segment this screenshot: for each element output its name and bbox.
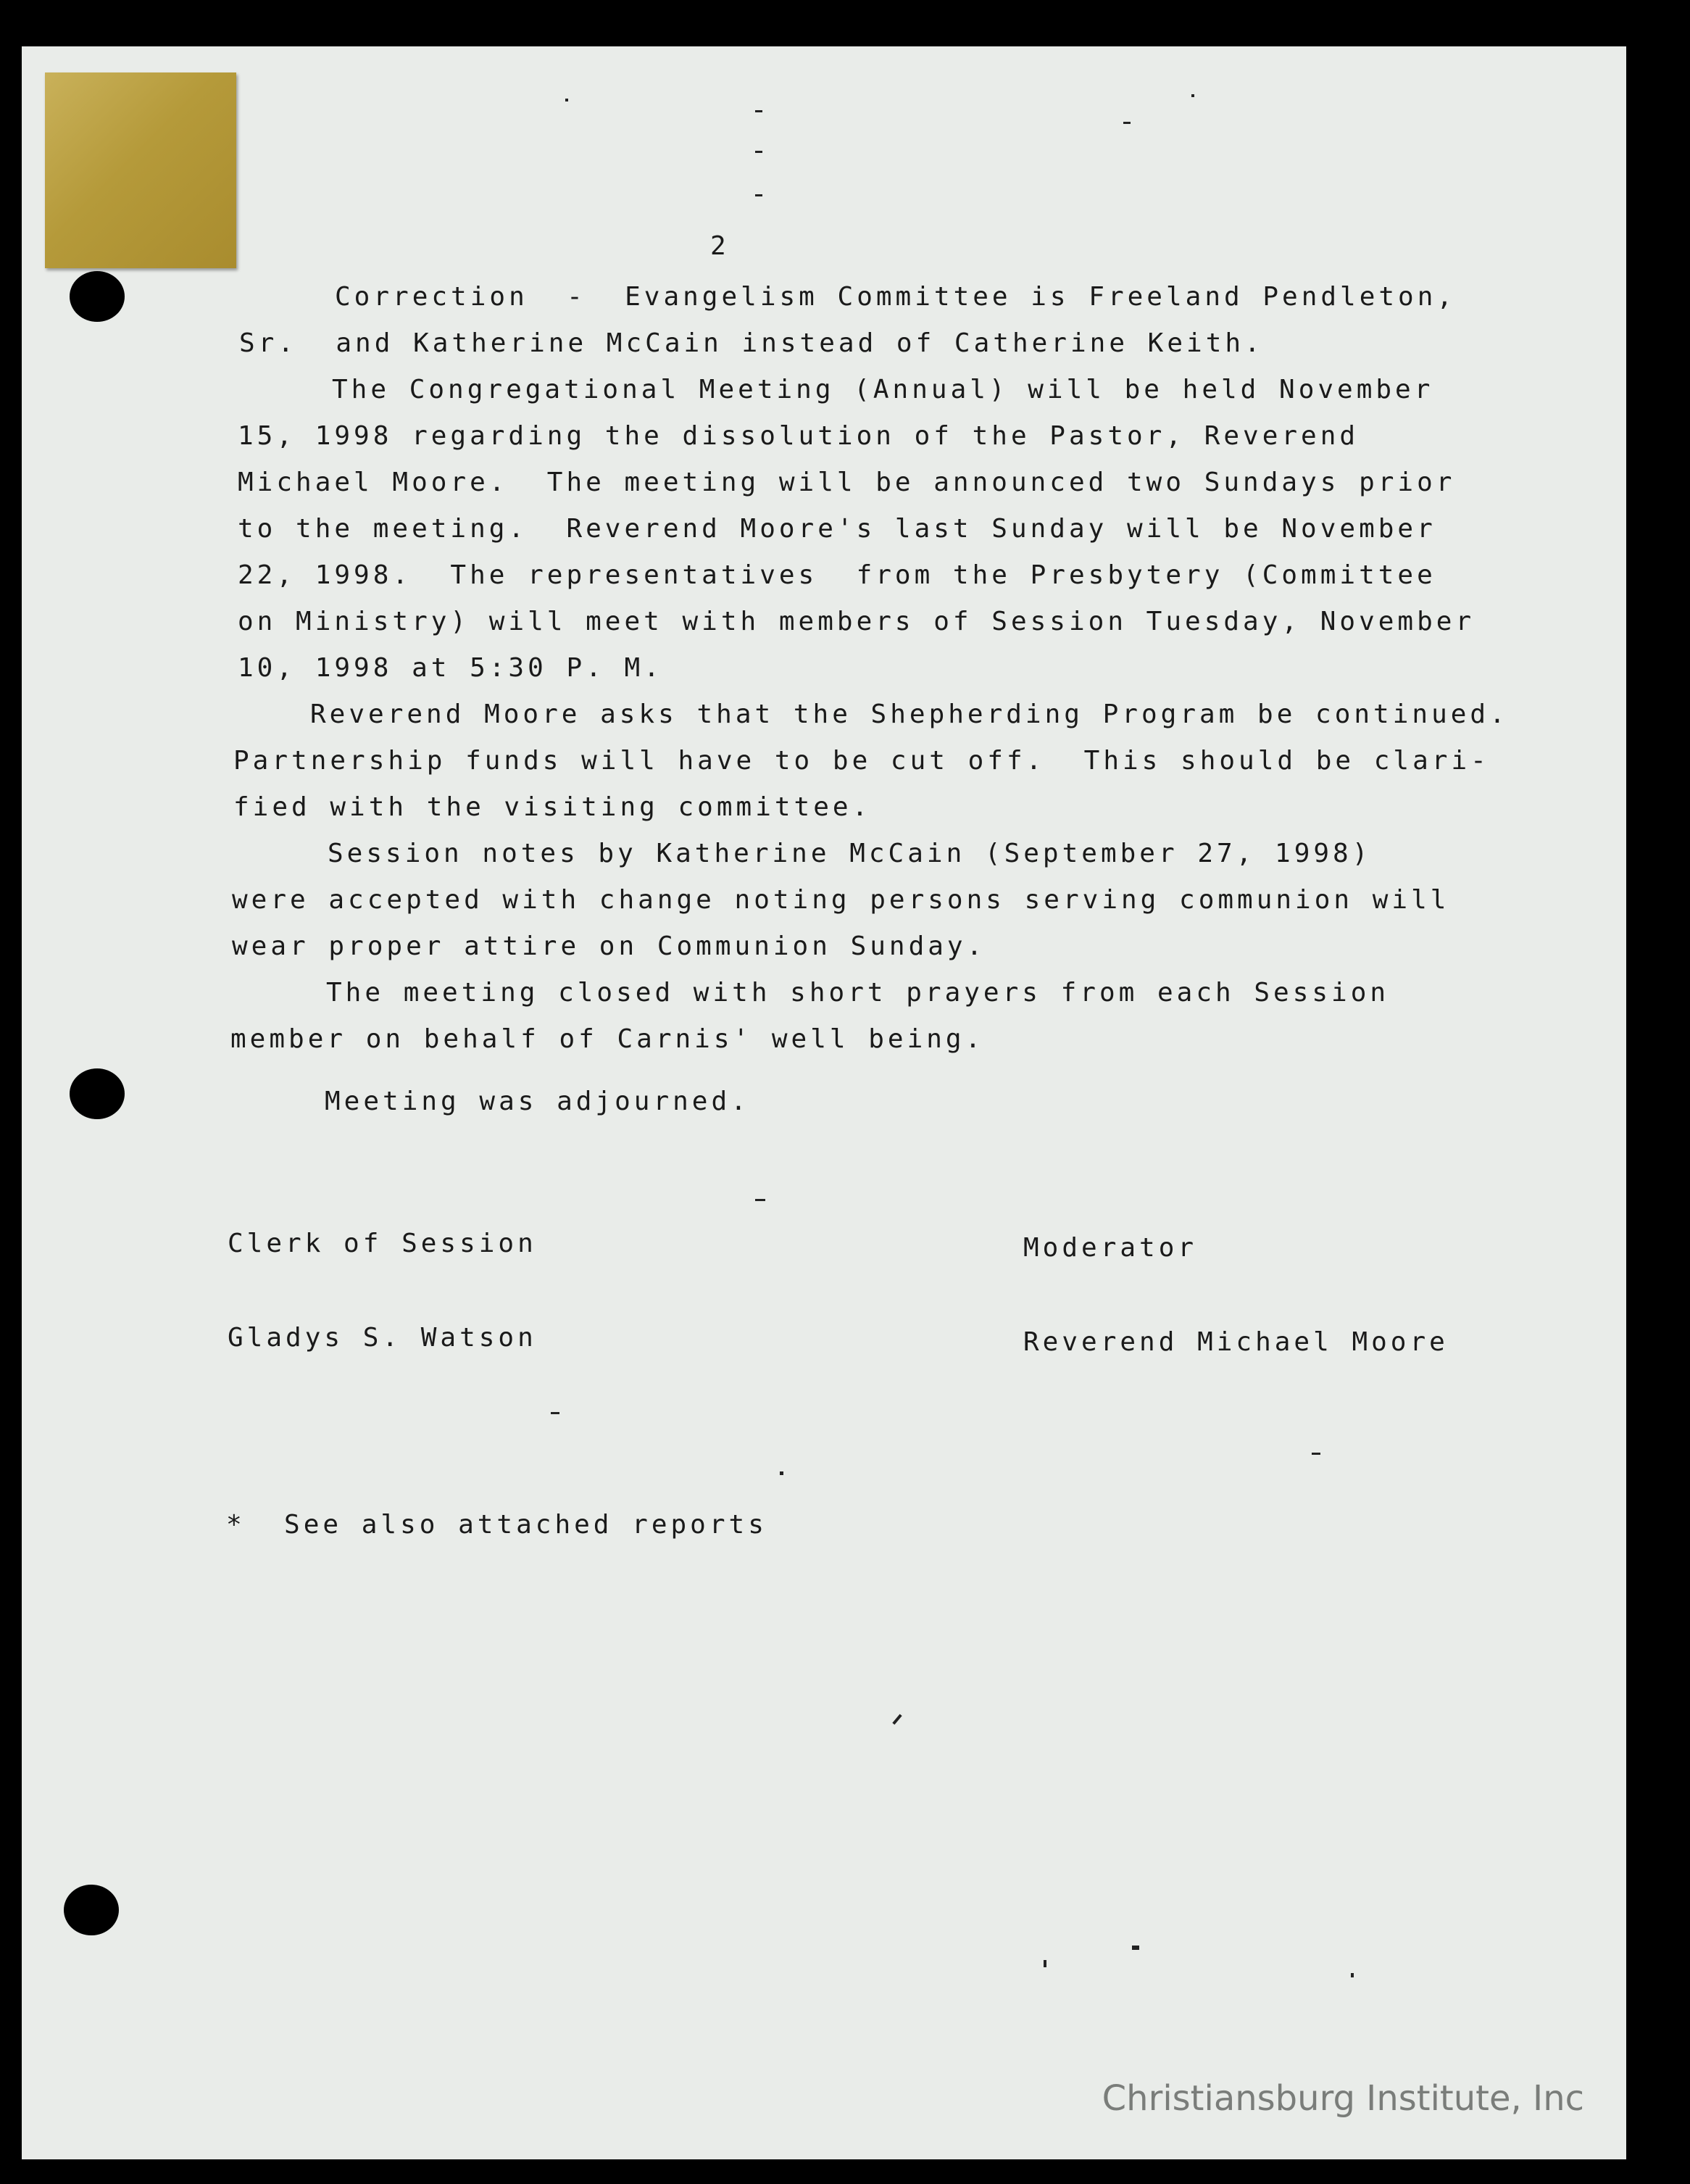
document-page: [22, 46, 1626, 2159]
paragraph-line: were accepted with change noting persons serving communion will: [232, 885, 1450, 915]
paragraph-line: 10, 1998 at 5:30 P. M.: [238, 653, 663, 683]
signature-left-title: Clerk of Session: [228, 1229, 537, 1258]
paragraph-line: fied with the visiting committee.: [233, 792, 872, 822]
paragraph-line: Correction - Evangelism Committee is Freeland Pendleton,: [335, 282, 1457, 312]
paragraph-line: 22, 1998. The representatives from the Presbytery (Committee: [238, 560, 1436, 590]
signature-right-title: Moderator: [1023, 1233, 1198, 1263]
paragraph-line: Meeting was adjourned.: [325, 1087, 750, 1116]
paragraph-line: The meeting closed with short prayers from each Session: [326, 978, 1390, 1008]
signature-right-name: Reverend Michael Moore: [1023, 1327, 1449, 1357]
paragraph-line: Session notes by Katherine McCain (September 27, 1998): [328, 839, 1372, 868]
footnote: * See also attached reports: [226, 1510, 767, 1540]
signature-left-name: Gladys S. Watson: [228, 1323, 537, 1353]
paragraph-line: The Congregational Meeting (Annual) will be held November: [332, 375, 1434, 404]
paragraph-line: Partnership funds will have to be cut off. This should be clari-: [233, 746, 1490, 776]
paragraph-line: on Ministry) will meet with members of Session Tuesday, November: [238, 607, 1475, 636]
paragraph-line: wear proper attire on Communion Sunday.: [232, 931, 986, 961]
paragraph-line: Michael Moore. The meeting will be announced two Sundays prior: [238, 468, 1456, 497]
paragraph-line: Sr. and Katherine McCain instead of Catherine Keith.: [239, 328, 1264, 358]
paragraph-line: member on behalf of Carnis' well being.: [230, 1024, 985, 1054]
page-number: 2: [710, 231, 730, 261]
paragraph-line: 15, 1998 regarding the dissolution of the Pastor, Reverend: [238, 421, 1360, 451]
watermark: Christiansburg Institute, Inc: [1102, 2078, 1584, 2119]
paragraph-line: to the meeting. Reverend Moore's last Sunday will be November: [238, 514, 1436, 544]
document-text: [22, 46, 1626, 2159]
paragraph-line: Reverend Moore asks that the Shepherding Program be continued.: [310, 699, 1509, 729]
